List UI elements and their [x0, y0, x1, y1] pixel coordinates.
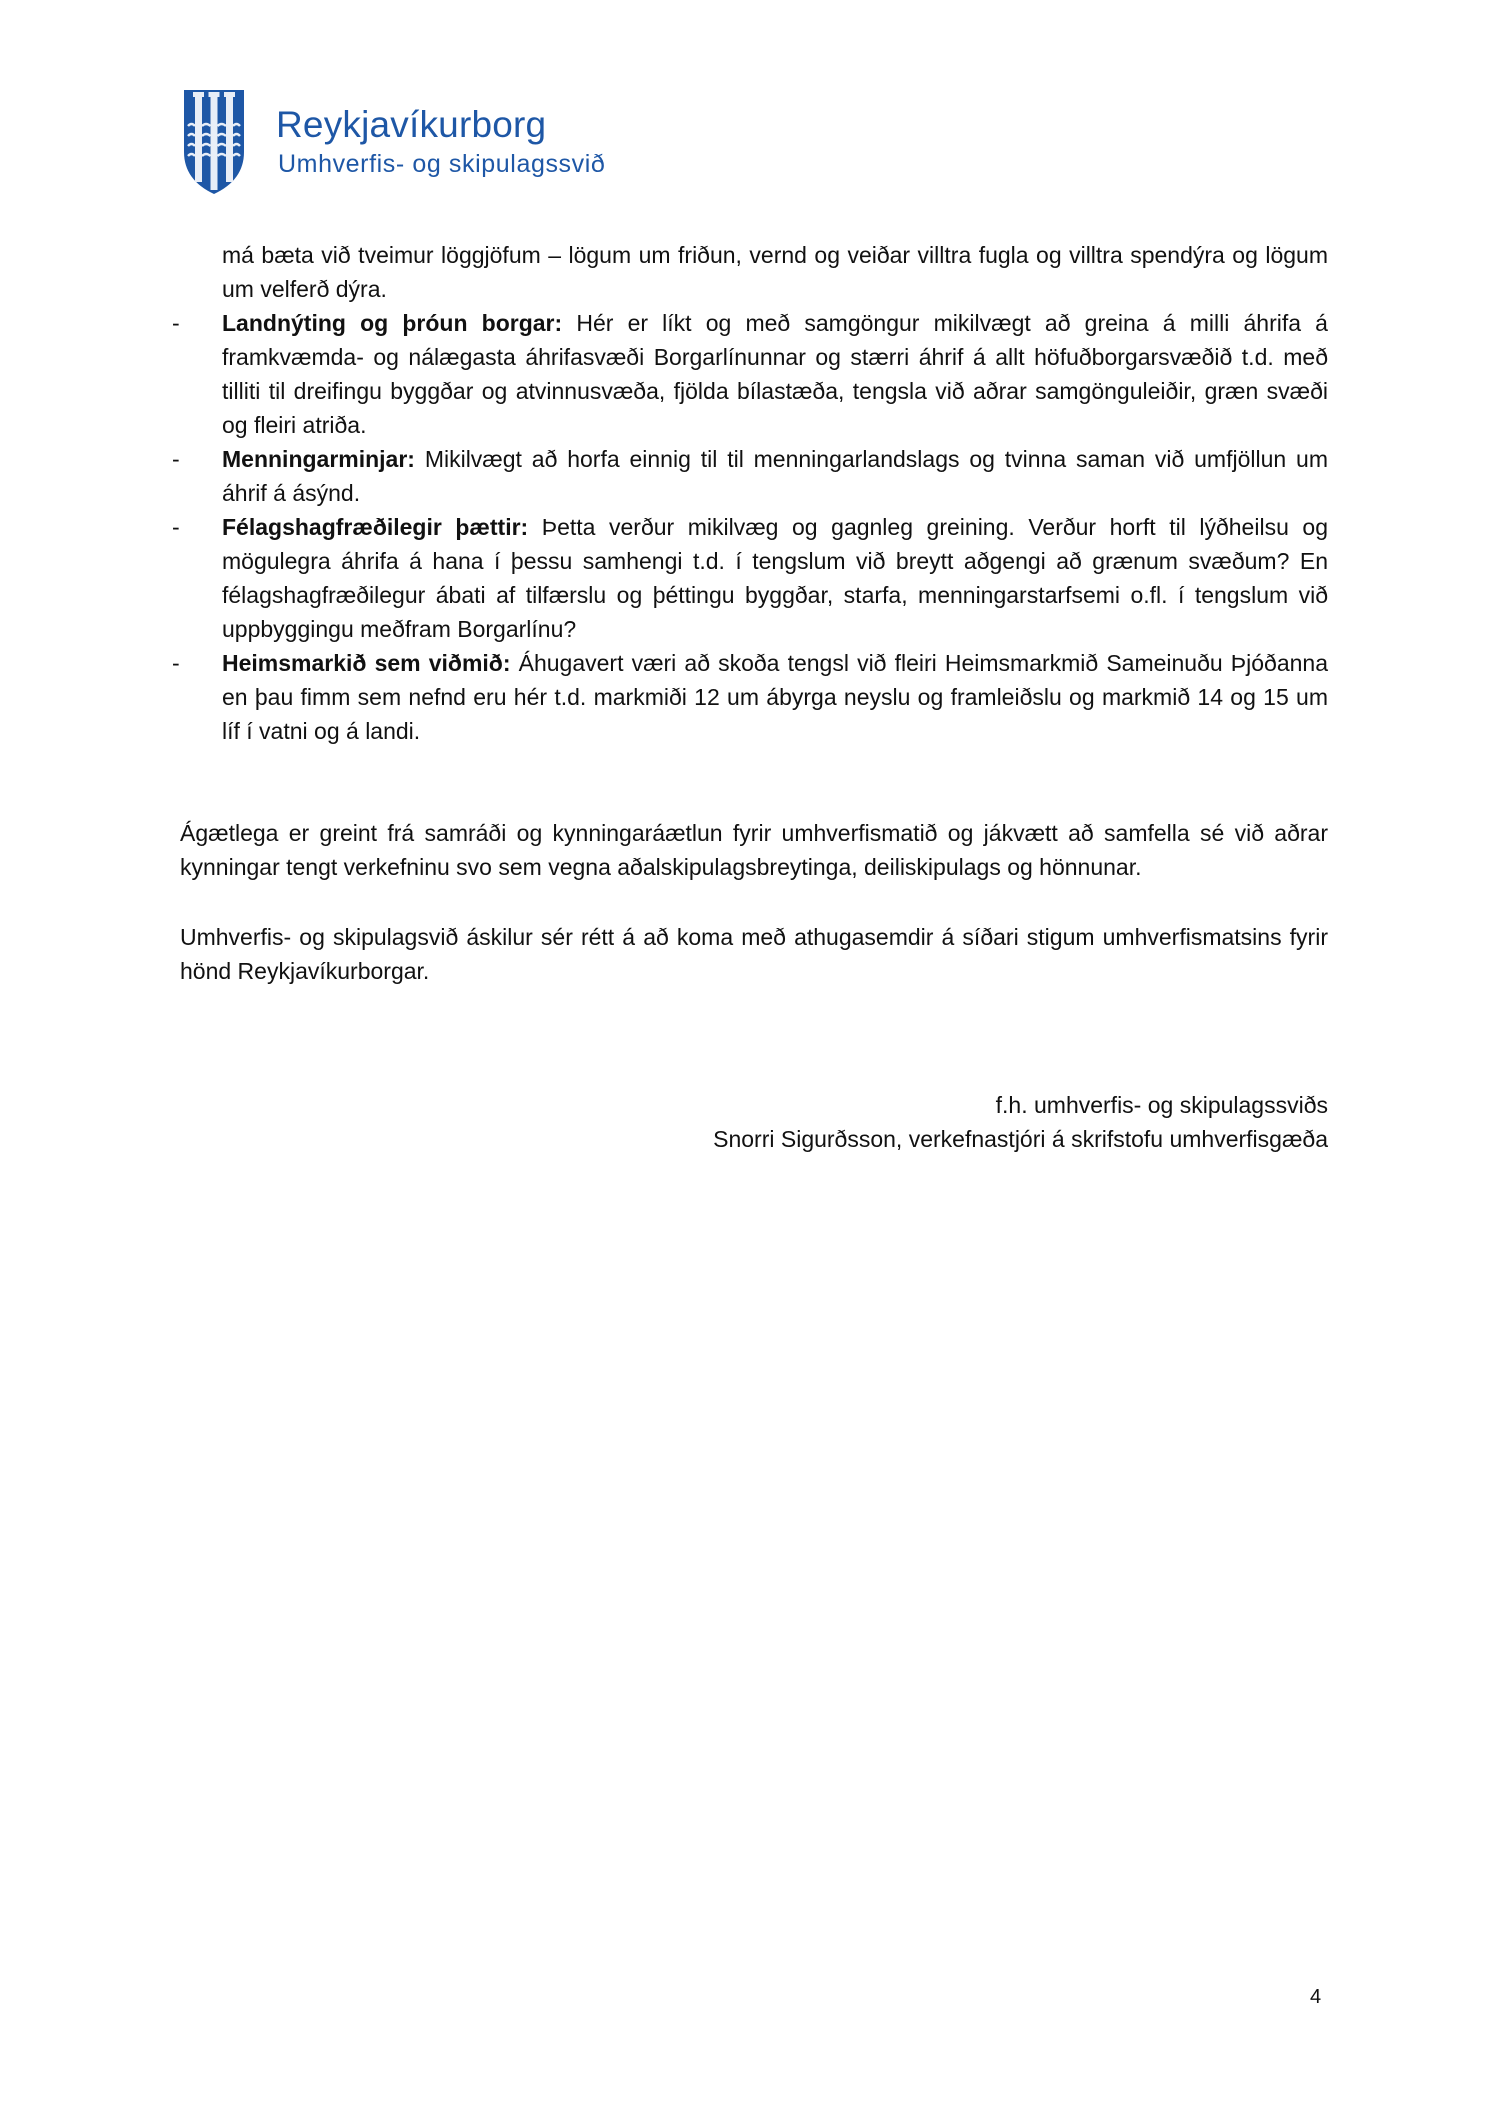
bullet-marker: -: [172, 650, 180, 676]
org-name: Reykjavíkurborg: [276, 104, 547, 145]
reykjavik-crest-icon: [180, 88, 248, 196]
department-name: Umhverfis- og skipulagssvið: [278, 150, 606, 178]
bullet-title: Heimsmarkið sem viðmið:: [222, 650, 511, 676]
bullet-marker: -: [172, 514, 180, 540]
intro-continuation: má bæta við tveimur löggjöfum – lögum um friðun, vernd og veiðar villtra fugla og villtra spendýra og lögum um velferð dýra.: [222, 242, 1328, 302]
bullet-marker: -: [172, 446, 180, 472]
bullet-marker: -: [172, 310, 180, 336]
signature-block: [713, 1088, 1328, 1156]
bullet-item-global-goals: [172, 646, 1328, 748]
bullet-item-cultural-heritage: [172, 442, 1328, 510]
bullet-text: Þetta verður mikilvæg og gagnleg greining. Verður horft til lýðheilsu og mögulegra áhrifa á hana í þessu samhengi t.d. í tengslum við breytt aðgengi að grænum svæðum? En félagshagfræðilegur ábati af tilfærslu og þéttingu byggðar, starfa, menningarstarfsemi o.fl. í tengslum við uppbyggingu meðfram Borgarlínu?: [222, 514, 1328, 642]
paragraph-reservation: Umhverfis- og skipulagsvið áskilur sér rétt á að koma með athugasemdir á síðari stigum umhverfismatsins fyrir hönd Reykjavíkurborgar.: [180, 924, 1328, 984]
bullet-title: Landnýting og þróun borgar:: [222, 310, 563, 336]
header-logo: [180, 88, 620, 196]
signature-line-name: Snorri Sigurðsson, verkefnastjóri á skrifstofu umhverfisgæða: [713, 1126, 1328, 1152]
bullet-text: Hér er líkt og með samgöngur mikilvægt að greina á milli áhrifa á framkvæmda- og nálægasta áhrifasvæði Borgarlínunnar og stærri áhrif á allt höfuðborgarsvæðið t.d. með tilliti til dreifingu byggðar og atvinnusvæða, fjölda bílastæða, tengsla við aðrar samgönguleiðir, græn svæði og fleiri atriða.: [222, 310, 1328, 438]
bullet-text: Mikilvægt að horfa einnig til til menningarlandslags og tvinna saman við umfjöllun um áhrif á ásýnd.: [222, 446, 1328, 506]
bullet-section: [172, 238, 1328, 748]
bullet-text: Áhugavert væri að skoða tengsl við fleiri Heimsmarkmið Sameinuðu Þjóðanna en þau fimm sem nefnd eru hér t.d. markmiði 12 um ábyrga neyslu og framleiðslu og markmið 14 og 15 um líf í vatni og á landi.: [222, 650, 1328, 744]
bullet-title: Félagshagfræðilegir þættir:: [222, 514, 529, 540]
bullet-item-socioeconomic: [172, 510, 1328, 646]
page-number: 4: [1310, 1986, 1322, 2008]
bullet-item-land-use: [172, 306, 1328, 442]
paragraph-consultation: Ágætlega er greint frá samráði og kynningaráætlun fyrir umhverfismatið og jákvætt að samfella sé við aðrar kynningar tengt verkefninu svo sem vegna aðalskipulagsbreytinga, deiliskipulags og hönnunar.: [180, 820, 1328, 880]
bullet-title: Menningarminjar:: [222, 446, 415, 472]
signature-line-on-behalf: f.h. umhverfis- og skipulagssviðs: [995, 1092, 1328, 1118]
